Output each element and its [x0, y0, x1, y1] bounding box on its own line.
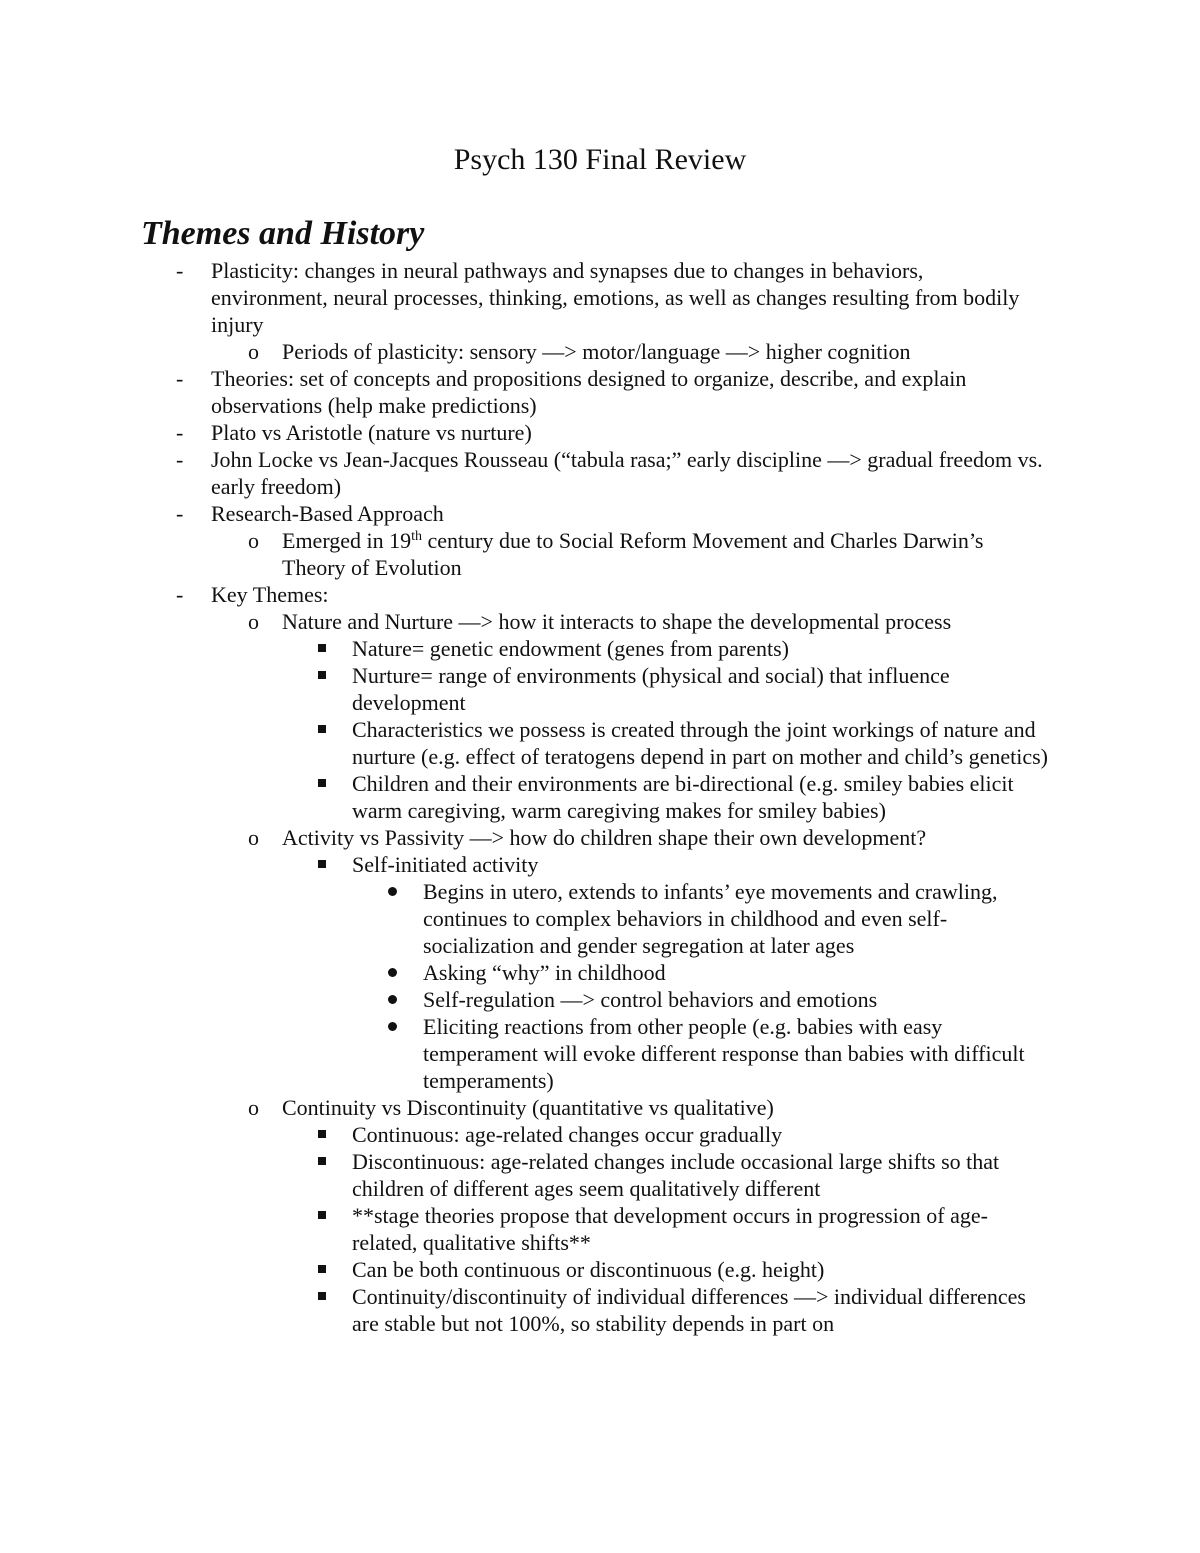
list-item-both — [0, 1256, 1052, 1283]
circle-marker: o — [248, 1095, 259, 1120]
list-item-characteristics — [0, 716, 1052, 770]
square-bullet-icon — [318, 1130, 326, 1138]
list-item-self-regulation — [0, 986, 1048, 1013]
list-item-text: Self-initiated activity — [352, 852, 539, 877]
list-item-text: Periods of plasticity: sensory —> motor/language —> higher cognition — [282, 339, 911, 364]
list-item-text — [282, 528, 984, 580]
list-item-text: Begins in utero, extends to infants’ eye movements and crawling, continues to complex behaviors in childhood and even self-socialization and gender segregation at later ages — [423, 879, 998, 958]
round-bullet-icon — [388, 1022, 397, 1031]
list-item-text: Nature and Nurture —> how it interacts to shape the developmental process — [282, 609, 952, 634]
list-item-nature-def — [0, 635, 1052, 662]
square-bullet-icon — [318, 779, 326, 787]
list-item-text: Research-Based Approach — [211, 501, 444, 526]
circle-marker: o — [248, 609, 259, 634]
square-bullet-icon — [318, 671, 326, 679]
list-item-asking-why — [0, 959, 1048, 986]
list-item-continuous — [0, 1121, 1052, 1148]
list-item-text: Nature= genetic endowment (genes from parents) — [352, 636, 789, 661]
circle-marker: o — [248, 528, 259, 553]
dash-marker: - — [176, 501, 184, 526]
dash-marker: - — [176, 447, 184, 472]
list-item-text: Children and their environments are bi-directional (e.g. smiley babies elicit warm caregiving, warm caregiving makes for smiley babies) — [352, 771, 1014, 823]
circle-marker: o — [248, 825, 259, 850]
list-item-text: Continuity/discontinuity of individual differences —> individual differences are stable but not 100%, so stability depends in part on — [352, 1284, 1026, 1336]
dash-marker: - — [176, 258, 184, 283]
list-item-plasticity — [0, 257, 1043, 338]
list-item-text: Eliciting reactions from other people (e.g. babies with easy temperament will evoke different response than babies with difficult temperaments) — [423, 1014, 1025, 1093]
list-item-begins-utero — [0, 878, 1048, 959]
list-item-stage-theories — [0, 1202, 1052, 1256]
list-item-text: Activity vs Passivity —> how do children shape their own development? — [282, 825, 927, 850]
list-item-plato — [0, 419, 1043, 446]
round-bullet-icon — [388, 887, 397, 896]
text-part: Emerged in 19 — [282, 528, 412, 553]
list-item-text: **stage theories propose that development occurs in progression of age-related, qualitative shifts** — [352, 1203, 988, 1255]
square-bullet-icon — [318, 1211, 326, 1219]
superscript: th — [411, 529, 423, 544]
circle-marker: o — [248, 339, 259, 364]
list-item-eliciting — [0, 1013, 1048, 1094]
list-item-theories — [0, 365, 1043, 419]
list-item-text: Continuous: age-related changes occur gradually — [352, 1122, 783, 1147]
square-bullet-icon — [318, 1157, 326, 1165]
list-item-text: Nurture= range of environments (physical and social) that influence development — [352, 663, 950, 715]
text-part: century due to Social Reform Movement and Charles Darwin’s Theory of Evolution — [282, 528, 984, 580]
list-item-nature-nurture — [0, 608, 1044, 635]
square-bullet-icon — [318, 725, 326, 733]
document-title: Psych 130 Final Review — [453, 143, 747, 176]
square-bullet-icon — [318, 860, 326, 868]
square-bullet-icon — [318, 1292, 326, 1300]
dash-marker: - — [176, 420, 184, 445]
list-item-self-initiated — [0, 851, 1052, 878]
round-bullet-icon — [388, 968, 397, 977]
list-item-text: Discontinuous: age-related changes include occasional large shifts so that children of different ages seem qualitatively different — [352, 1149, 1000, 1201]
list-item-text: Characteristics we possess is created through the joint workings of nature and nurture (e.g. effect of teratogens depend in part on mother and child’s genetics) — [352, 717, 1049, 769]
list-item-plasticity-periods — [0, 338, 1044, 365]
list-item-nurture-def — [0, 662, 1052, 716]
list-item-text: Theories: set of concepts and propositions designed to organize, describe, and explain observations (help make predictions) — [211, 366, 967, 418]
list-item-bidirectional — [0, 770, 1052, 824]
list-item-activity — [0, 824, 1044, 851]
list-item-text: Plato vs Aristotle (nature vs nurture) — [211, 420, 532, 445]
list-item-discontinuous — [0, 1148, 1052, 1202]
list-item-text: Key Themes: — [211, 582, 329, 607]
section-heading: Themes and History — [141, 215, 425, 252]
list-item-text: Plasticity: changes in neural pathways and synapses due to changes in behaviors, environment, neural processes, thinking, emotions, as well as changes resulting from bodily injury — [211, 258, 1020, 337]
list-item-key-themes — [0, 581, 1043, 608]
round-bullet-icon — [388, 995, 397, 1004]
list-item-research — [0, 500, 1043, 527]
list-item-text: Asking “why” in childhood — [423, 960, 666, 985]
list-item-research-emerged — [0, 527, 1044, 581]
list-item-text: Self-regulation —> control behaviors and emotions — [423, 987, 878, 1012]
dash-marker: - — [176, 582, 184, 607]
dash-marker: - — [176, 366, 184, 391]
list-item-continuity — [0, 1094, 1044, 1121]
list-item-text: Can be both continuous or discontinuous (e.g. height) — [352, 1257, 825, 1282]
square-bullet-icon — [318, 644, 326, 652]
square-bullet-icon — [318, 1265, 326, 1273]
list-item-text: John Locke vs Jean-Jacques Rousseau (“tabula rasa;” early discipline —> gradual freedom vs. early freedom) — [211, 447, 1043, 499]
list-item-locke — [0, 446, 1043, 500]
outline-list — [0, 257, 1200, 1337]
list-item-text: Continuity vs Discontinuity (quantitative vs qualitative) — [282, 1095, 774, 1120]
list-item-individual — [0, 1283, 1052, 1337]
